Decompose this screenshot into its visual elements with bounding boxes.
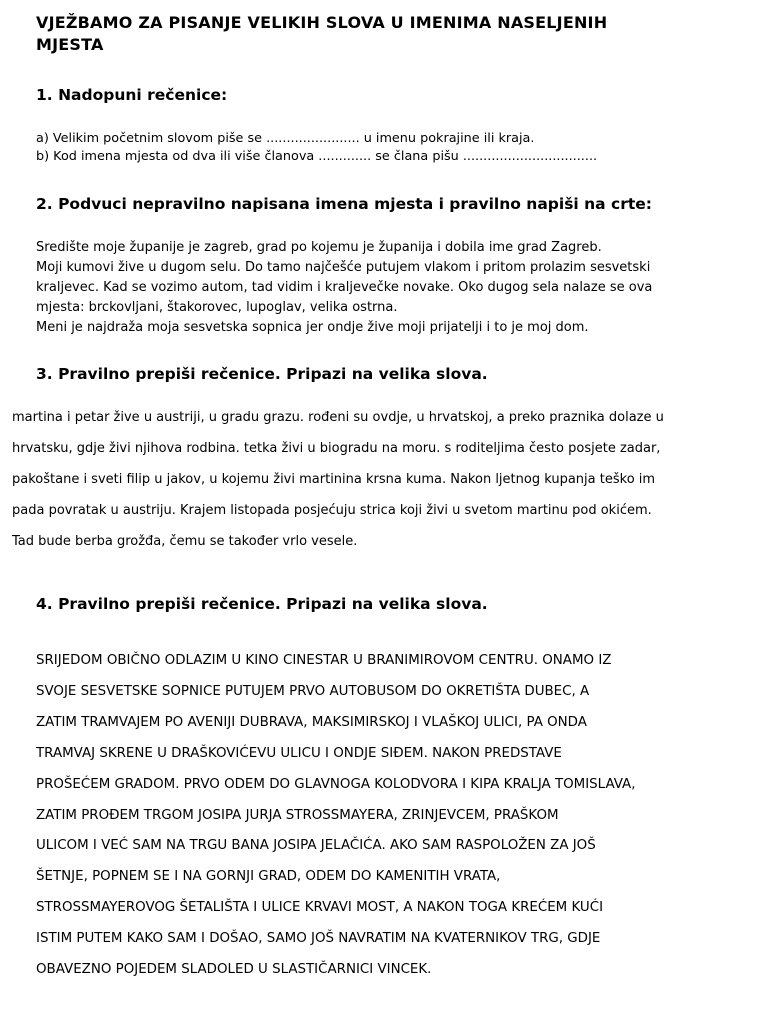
title-line-2: MJESTA (36, 35, 104, 54)
section-4-line: ZATIM PROĐEM TRGOM JOSIPA JURJA STROSSMAYERA, ZRINJEVCEM, PRAŠKOM (36, 807, 559, 823)
section-3-line: martina i petar žive u austriji, u gradu grazu. rođeni su ovdje, u hrvatskoj, a preko praznika dolaze u (12, 410, 664, 425)
section-2-line: Moji kumovi žive u dugom selu. Do tamo najčešće putujem vlakom i pritom prolazim sesvetski (36, 260, 651, 275)
section-3-line: pakoštane i sveti filip u jakov, u kojemu živi martinina krsna kuma. Nakon ljetnog kupanja teško im (12, 472, 656, 487)
section-4-line: SRIJEDOM OBIČNO ODLAZIM U KINO CINESTAR U BRANIMIROVOM CENTRU. ONAMO IZ (36, 653, 612, 668)
section-4-line: PROŠEĆEM GRADOM. PRVO ODEM DO GLAVNOGA KOLODVORA I KIPA KRALJA TOMISLAVA, (36, 776, 636, 792)
section-4-body (36, 646, 756, 986)
section-3-heading: 3. Pravilno prepiši rečenice. Pripazi na velika slova. (36, 365, 488, 383)
section-2-line: mjesta: brckovljani, štakorovec, lupoglav, velika ostrna. (36, 300, 398, 315)
section-4-line: OBAVEZNO POJEDEM SLADOLED U SLASTIČARNICI VINCEK. (36, 962, 432, 978)
section-3-line: pada povratak u austriju. Krajem listopada posjećuju strica koji živi u svetom martinu pod okićem. (12, 503, 652, 518)
section-2-line: Središte moje županije je zagreb, grad po kojemu je županija i dobila ime grad Zagreb. (36, 240, 602, 255)
title-line-1: VJEŽBAMO ZA PISANJE VELIKIH SLOVA U IMENIMA NASELJENIH (36, 13, 608, 32)
section-2-body (36, 238, 736, 338)
section-3-body (12, 402, 760, 557)
section-4-line: ISTIM PUTEM KAKO SAM I DOŠAO, SAMO JOŠ NAVRATIM NA KVATERNIKOV TRG, GDJE (36, 931, 601, 947)
section-4-line: ŠETNJE, POPNEM SE I NA GORNJI GRAD, ODEM DO KAMENITIH VRATA, (36, 869, 501, 885)
section-3-line: Tad bude berba grožđa, čemu se također vrlo vesele. (12, 534, 358, 549)
section-2-heading: 2. Podvuci nepravilno napisana imena mjesta i pravilno napiši na crte: (36, 195, 652, 213)
section-4-line: SVOJE SESVETSKE SOPNICE PUTUJEM PRVO AUTOBUSOM DO OKRETIŠTA DUBEC, A (36, 683, 590, 699)
section-4-line: ULICOM I VEĆ SAM NA TRGU BANA JOSIPA JELAČIĆA. AKO SAM RASPOLOŽEN ZA JOŠ (36, 838, 596, 854)
section-1-heading: 1. Nadopuni rečenice: (36, 86, 228, 104)
section-2-line: kraljevec. Kad se vozimo autom, tad vidim i kraljevečke novake. Oko dugog sela nalaze se ova (36, 280, 653, 295)
section-2-line: Meni je najdraža moja sesvetska sopnica jer ondje žive moji prijatelji i to je moj dom. (36, 320, 589, 335)
section-1-line-b: b) Kod imena mjesta od dva ili više članova ............. se člana pišu ................................. (36, 149, 598, 164)
section-1-line-a: a) Velikim početnim slovom piše se ....................... u imenu pokrajine ili kraja. (36, 131, 535, 146)
section-1-body (36, 130, 736, 166)
worksheet-title (36, 12, 736, 56)
section-4-line: ZATIM TRAMVAJEM PO AVENIJI DUBRAVA, MAKSIMIRSKOJ I VLAŠKOJ ULICI, PA ONDA (36, 714, 587, 730)
section-3-line: hrvatsku, gdje živi njihova rodbina. tetka živi u biogradu na moru. s roditeljima često posjete zadar, (12, 441, 661, 456)
section-4-line: STROSSMAYEROVOG ŠETALIŠTA I ULICE KRVAVI MOST, A NAKON TOGA KREĆEM KUĆI (36, 900, 604, 916)
section-4-heading: 4. Pravilno prepiši rečenice. Pripazi na velika slova. (36, 595, 488, 613)
section-4-line: TRAMVAJ SKRENE U DRAŠKOVIĆEVU ULICU I ONDJE SIĐEM. NAKON PREDSTAVE (36, 745, 562, 761)
